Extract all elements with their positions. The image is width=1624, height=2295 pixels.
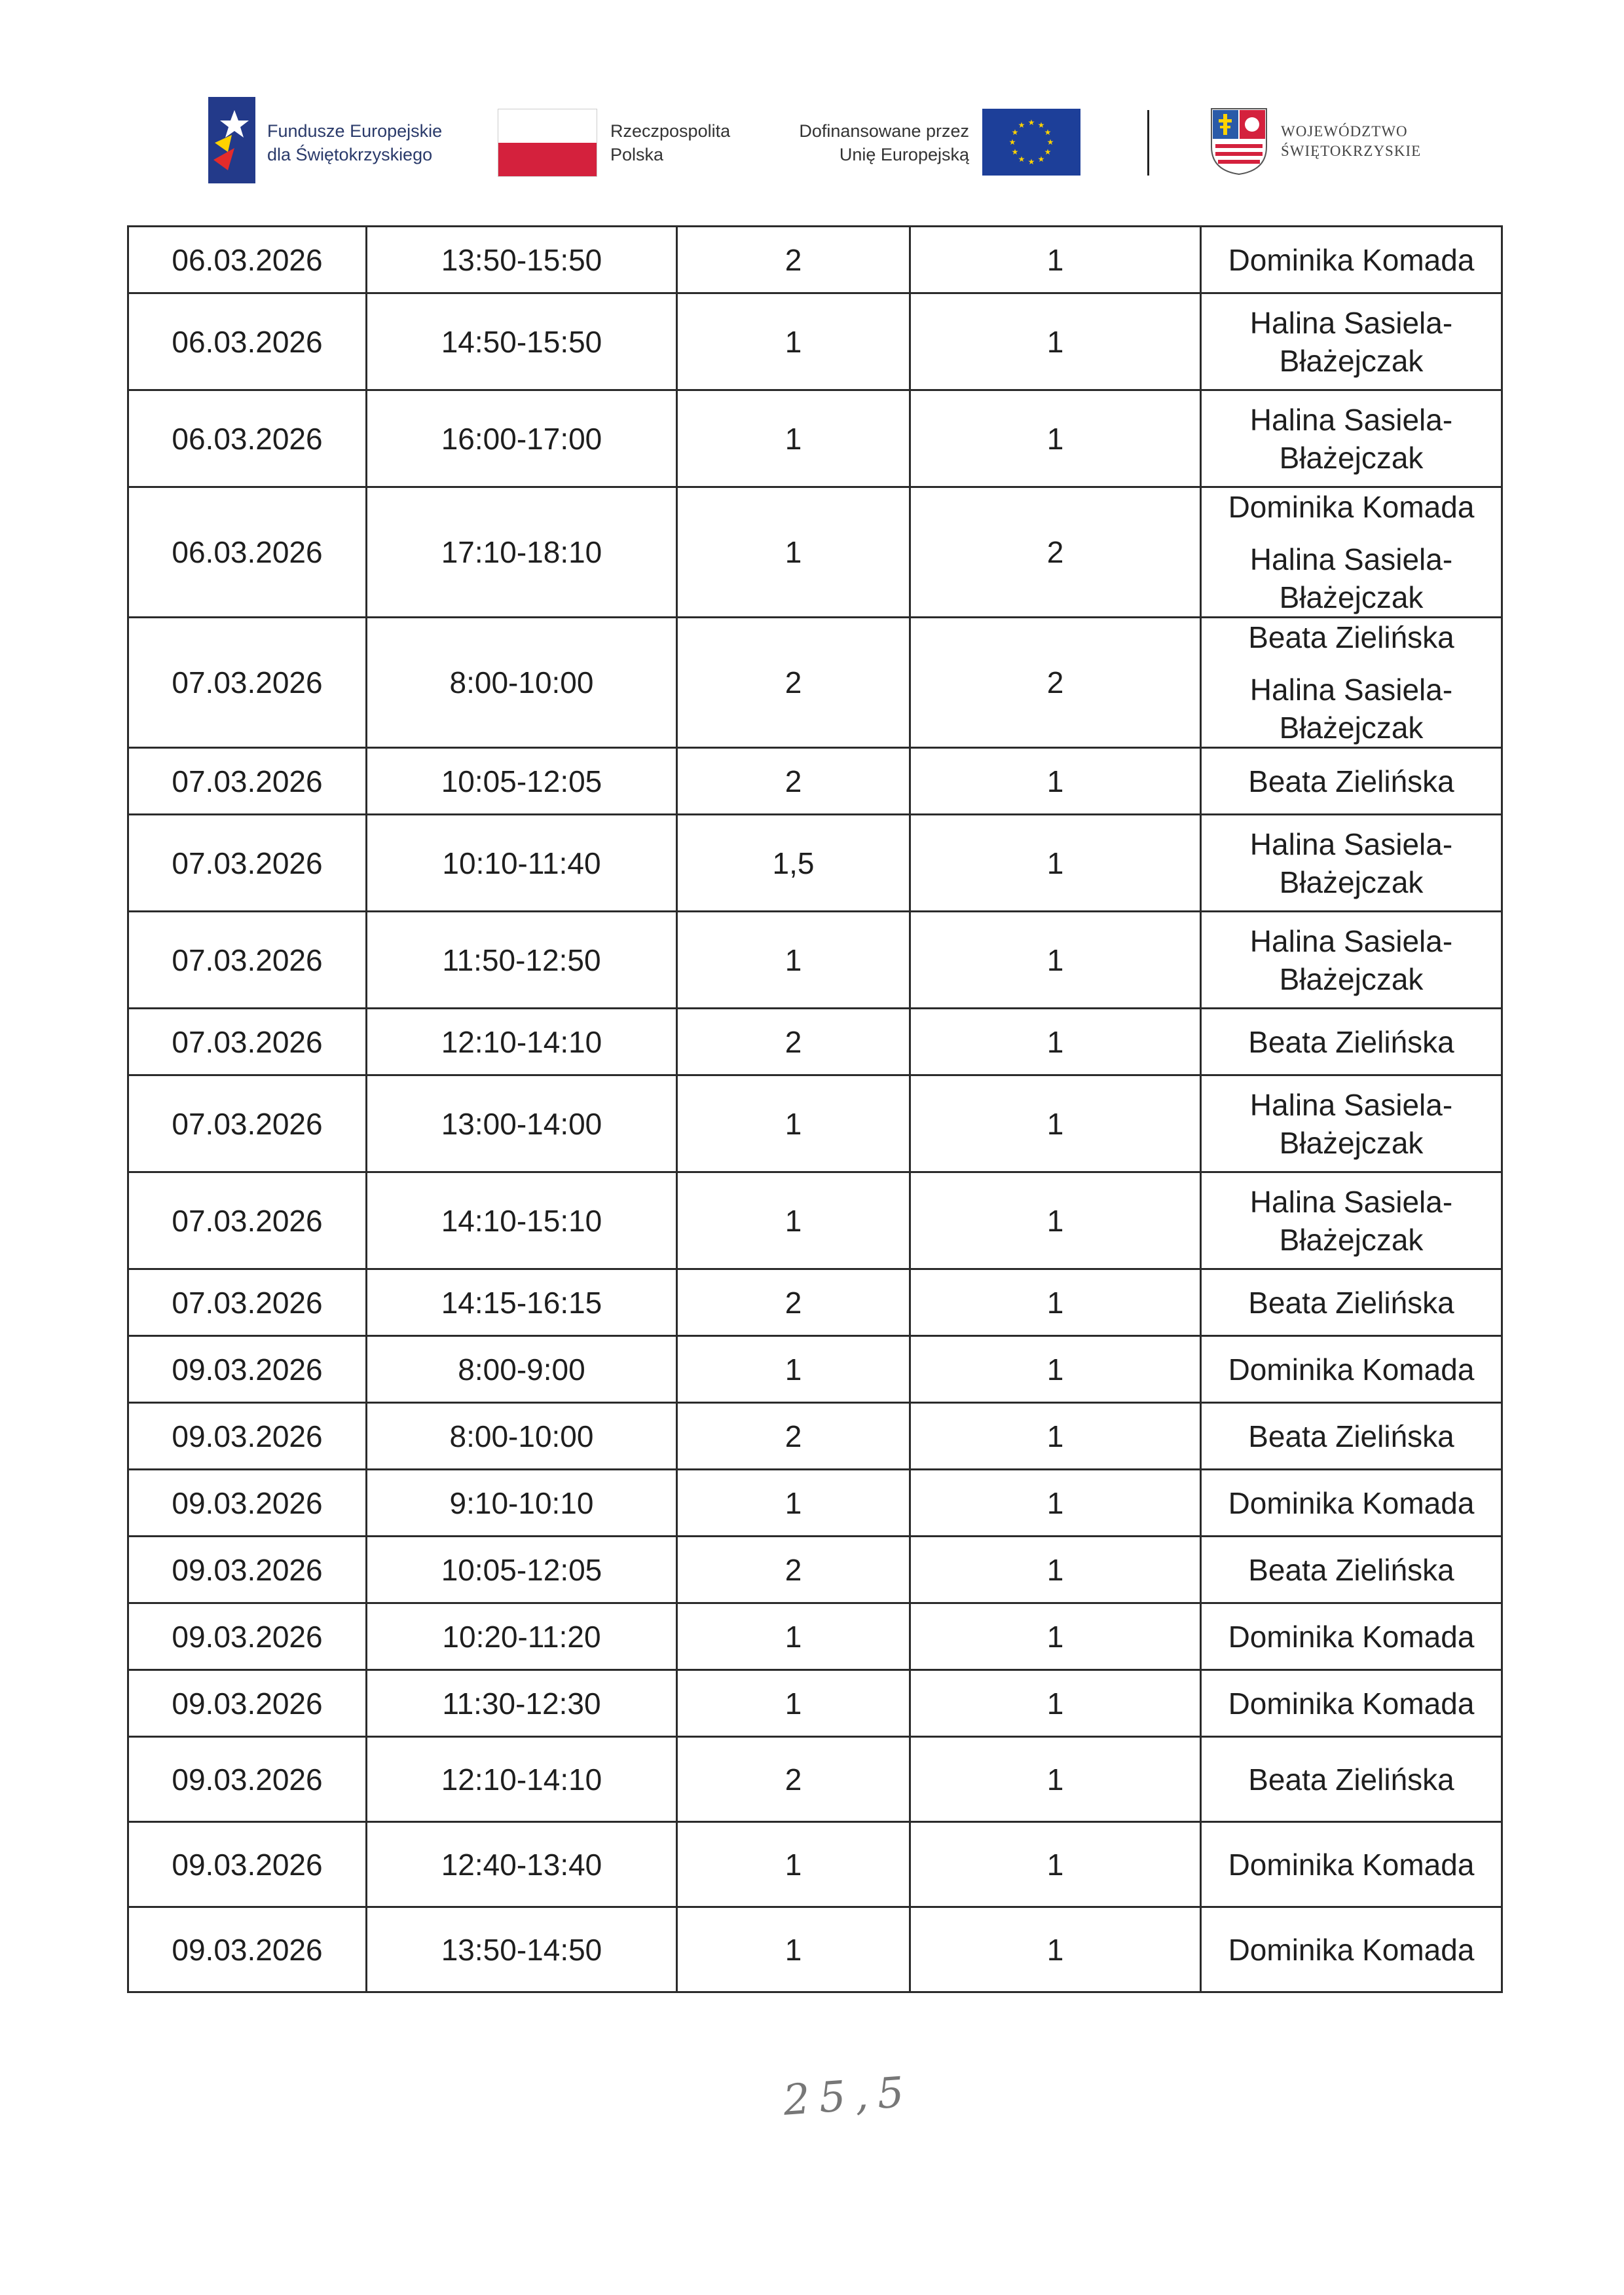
cell-count: 1: [910, 1537, 1201, 1603]
cell-date: 06.03.2026: [128, 487, 367, 618]
cell-hours: 1: [677, 1172, 910, 1269]
cell-count: 1: [910, 1403, 1201, 1470]
cell-names: [1201, 1269, 1502, 1336]
ue-line2: Unię Europejską: [839, 145, 969, 164]
cell-count: 1: [910, 1470, 1201, 1537]
cell-date: 09.03.2026: [128, 1603, 367, 1670]
table-row: [128, 1009, 1502, 1075]
cell-names: [1201, 1336, 1502, 1403]
table-row: [128, 1737, 1502, 1822]
svg-text:★: ★: [1037, 121, 1045, 130]
cell-time: 11:30-12:30: [367, 1670, 677, 1737]
cell-time: 13:50-15:50: [367, 227, 677, 293]
fundusze-europejskie-logo: [208, 97, 255, 183]
table-row: [128, 487, 1502, 618]
svg-text:★: ★: [1027, 157, 1035, 166]
cell-count: 1: [910, 1822, 1201, 1907]
cell-hours: 1: [677, 1822, 910, 1907]
cell-date: 09.03.2026: [128, 1470, 367, 1537]
cell-hours: 1: [677, 1907, 910, 1992]
cell-names: [1201, 1737, 1502, 1822]
table-row: [128, 1172, 1502, 1269]
cell-date: 09.03.2026: [128, 1907, 367, 1992]
cell-names: [1201, 1822, 1502, 1907]
cell-hours: 1: [677, 912, 910, 1009]
cell-time: 10:05-12:05: [367, 1537, 677, 1603]
cell-count: 1: [910, 1075, 1201, 1172]
ws-line2: ŚWIĘTOKRZYSKIE: [1281, 143, 1422, 159]
cell-date: 07.03.2026: [128, 1009, 367, 1075]
person-name: Halina Sasiela-Błażejczak: [1249, 305, 1453, 378]
cell-date: 07.03.2026: [128, 1075, 367, 1172]
table-row: [128, 1670, 1502, 1737]
person-name: Beata Zielińska: [1248, 1762, 1454, 1797]
rzeczpospolita-text: [610, 119, 730, 166]
page-header: [0, 0, 1624, 216]
cell-names: [1201, 1907, 1502, 1992]
fe-line2: dla Świętokrzyskiego: [267, 145, 433, 164]
person-name: Halina Sasiela-Błażejczak: [1249, 542, 1453, 614]
cell-hours: 1: [677, 293, 910, 390]
cell-time: 12:10-14:10: [367, 1737, 677, 1822]
cell-hours: 2: [677, 1537, 910, 1603]
cell-time: 14:50-15:50: [367, 293, 677, 390]
person-name: Halina Sasiela-Błażejczak: [1249, 924, 1453, 996]
cell-hours: 1,5: [677, 815, 910, 912]
cell-time: 12:40-13:40: [367, 1822, 677, 1907]
eu-stars-icon: [982, 109, 1080, 176]
cell-count: 1: [910, 815, 1201, 912]
cell-time: 10:20-11:20: [367, 1603, 677, 1670]
cell-names: [1201, 1670, 1502, 1737]
cell-hours: 1: [677, 1603, 910, 1670]
table-row: [128, 912, 1502, 1009]
person-name: Dominika Komada: [1228, 1932, 1475, 1967]
table-row: [128, 1907, 1502, 1992]
table-row: [128, 1603, 1502, 1670]
cell-date: 07.03.2026: [128, 1269, 367, 1336]
cell-count: 2: [910, 487, 1201, 618]
cell-count: 2: [910, 618, 1201, 748]
cell-time: 13:50-14:50: [367, 1907, 677, 1992]
table-row: [128, 1822, 1502, 1907]
cell-names: [1201, 227, 1502, 293]
cell-names: [1201, 487, 1502, 618]
table-row: [128, 1269, 1502, 1336]
cell-count: 1: [910, 748, 1201, 815]
person-name: Dominika Komada: [1228, 1352, 1475, 1387]
cell-time: 8:00-10:00: [367, 618, 677, 748]
cell-hours: 2: [677, 1269, 910, 1336]
person-name: Dominika Komada: [1228, 1619, 1475, 1654]
cell-hours: 2: [677, 1403, 910, 1470]
svg-text:★: ★: [1018, 155, 1025, 164]
svg-text:★: ★: [1037, 155, 1045, 164]
rp-line1: Rzeczpospolita: [610, 121, 731, 141]
cell-hours: 2: [677, 1737, 910, 1822]
cell-date: 06.03.2026: [128, 390, 367, 487]
table-row: [128, 1075, 1502, 1172]
cell-names: [1201, 1470, 1502, 1537]
cell-names: [1201, 1009, 1502, 1075]
cell-names: [1201, 390, 1502, 487]
ws-line1: WOJEWÓDZTWO: [1281, 123, 1408, 140]
fundusze-europejskie-text: [267, 119, 442, 166]
cell-count: 1: [910, 227, 1201, 293]
cell-count: 1: [910, 1737, 1201, 1822]
cell-date: 09.03.2026: [128, 1403, 367, 1470]
table-row: [128, 1403, 1502, 1470]
cell-date: 07.03.2026: [128, 815, 367, 912]
person-name: Halina Sasiela-Błażejczak: [1249, 1184, 1453, 1257]
cell-date: 07.03.2026: [128, 912, 367, 1009]
cell-time: 9:10-10:10: [367, 1470, 677, 1537]
cell-names: [1201, 618, 1502, 748]
cell-date: 07.03.2026: [128, 618, 367, 748]
cell-names: [1201, 1537, 1502, 1603]
cell-time: 12:10-14:10: [367, 1009, 677, 1075]
cell-date: 07.03.2026: [128, 748, 367, 815]
cell-count: 1: [910, 1670, 1201, 1737]
header-separator: [1147, 110, 1149, 176]
cell-hours: 2: [677, 748, 910, 815]
cell-time: 16:00-17:00: [367, 390, 677, 487]
cell-names: [1201, 1172, 1502, 1269]
cell-time: 14:10-15:10: [367, 1172, 677, 1269]
svg-text:★: ★: [1044, 128, 1052, 137]
cell-date: 09.03.2026: [128, 1336, 367, 1403]
person-name: Dominika Komada: [1228, 490, 1475, 524]
cell-count: 1: [910, 293, 1201, 390]
cell-time: 8:00-9:00: [367, 1336, 677, 1403]
cell-time: 17:10-18:10: [367, 487, 677, 618]
person-name: Dominika Komada: [1228, 242, 1475, 277]
wojewodztwo-crest-icon: [1210, 107, 1268, 176]
svg-text:★: ★: [1044, 147, 1052, 157]
svg-text:★: ★: [1018, 121, 1025, 130]
table-row: [128, 390, 1502, 487]
schedule-table: [127, 225, 1503, 1993]
table-row: [128, 618, 1502, 748]
cell-names: [1201, 1603, 1502, 1670]
cell-hours: 1: [677, 1470, 910, 1537]
eu-funding-text: [773, 119, 969, 166]
cell-time: 10:10-11:40: [367, 815, 677, 912]
cell-count: 1: [910, 1603, 1201, 1670]
svg-text:★: ★: [1046, 138, 1054, 147]
table-row: [128, 1537, 1502, 1603]
person-name: Beata Zielińska: [1248, 1285, 1454, 1320]
person-name: Beata Zielińska: [1248, 764, 1454, 798]
table-row: [128, 227, 1502, 293]
cell-count: 1: [910, 1336, 1201, 1403]
cell-names: [1201, 1403, 1502, 1470]
cell-date: 07.03.2026: [128, 1172, 367, 1269]
poland-flag: [498, 109, 597, 177]
cell-hours: 1: [677, 390, 910, 487]
table-row: [128, 815, 1502, 912]
cell-count: 1: [910, 1269, 1201, 1336]
cell-time: 11:50-12:50: [367, 912, 677, 1009]
svg-text:★: ★: [1011, 128, 1019, 137]
cell-time: 14:15-16:15: [367, 1269, 677, 1336]
cell-names: [1201, 912, 1502, 1009]
cell-hours: 2: [677, 618, 910, 748]
person-name: Beata Zielińska: [1248, 1552, 1454, 1587]
cell-names: [1201, 815, 1502, 912]
svg-text:★: ★: [1011, 147, 1019, 157]
cell-count: 1: [910, 1172, 1201, 1269]
table-row: [128, 293, 1502, 390]
person-name: Halina Sasiela-Błażejczak: [1249, 827, 1453, 899]
cell-date: 06.03.2026: [128, 293, 367, 390]
person-name: Beata Zielińska: [1248, 1419, 1454, 1453]
fe-line1: Fundusze Europejskie: [267, 121, 443, 141]
cell-date: 06.03.2026: [128, 227, 367, 293]
person-name: Dominika Komada: [1228, 1847, 1475, 1882]
cell-hours: 1: [677, 1670, 910, 1737]
cell-names: [1201, 1075, 1502, 1172]
cell-date: 09.03.2026: [128, 1537, 367, 1603]
cell-count: 1: [910, 1907, 1201, 1992]
person-name: Beata Zielińska: [1248, 1024, 1454, 1059]
cell-hours: 1: [677, 487, 910, 618]
cell-count: 1: [910, 390, 1201, 487]
person-name: Beata Zielińska: [1248, 620, 1454, 654]
cell-date: 09.03.2026: [128, 1822, 367, 1907]
cell-names: [1201, 748, 1502, 815]
svg-text:★: ★: [1008, 138, 1016, 147]
cell-count: 1: [910, 1009, 1201, 1075]
cell-date: 09.03.2026: [128, 1670, 367, 1737]
ue-line1: Dofinansowane przez: [799, 121, 969, 141]
eu-flag: [982, 109, 1080, 176]
person-name: Dominika Komada: [1228, 1686, 1475, 1721]
handwritten-total: 25,5: [781, 2068, 915, 2125]
cell-time: 8:00-10:00: [367, 1403, 677, 1470]
cell-hours: 1: [677, 1336, 910, 1403]
table-row: [128, 748, 1502, 815]
rp-line2: Polska: [610, 145, 664, 164]
table-row: [128, 1336, 1502, 1403]
person-name: Halina Sasiela-Błażejczak: [1249, 402, 1453, 475]
wojewodztwo-text: [1281, 122, 1421, 161]
cell-hours: 1: [677, 1075, 910, 1172]
person-name: Dominika Komada: [1228, 1485, 1475, 1520]
cell-names: [1201, 293, 1502, 390]
cell-hours: 2: [677, 227, 910, 293]
person-name: Halina Sasiela-Błażejczak: [1249, 1087, 1453, 1160]
cell-time: 13:00-14:00: [367, 1075, 677, 1172]
schedule-table-body: [128, 227, 1502, 1992]
cell-date: 09.03.2026: [128, 1737, 367, 1822]
svg-text:★: ★: [1027, 118, 1035, 127]
person-name: Halina Sasiela-Błażejczak: [1249, 673, 1453, 745]
cell-count: 1: [910, 912, 1201, 1009]
cell-time: 10:05-12:05: [367, 748, 677, 815]
table-row: [128, 1470, 1502, 1537]
cell-hours: 2: [677, 1009, 910, 1075]
